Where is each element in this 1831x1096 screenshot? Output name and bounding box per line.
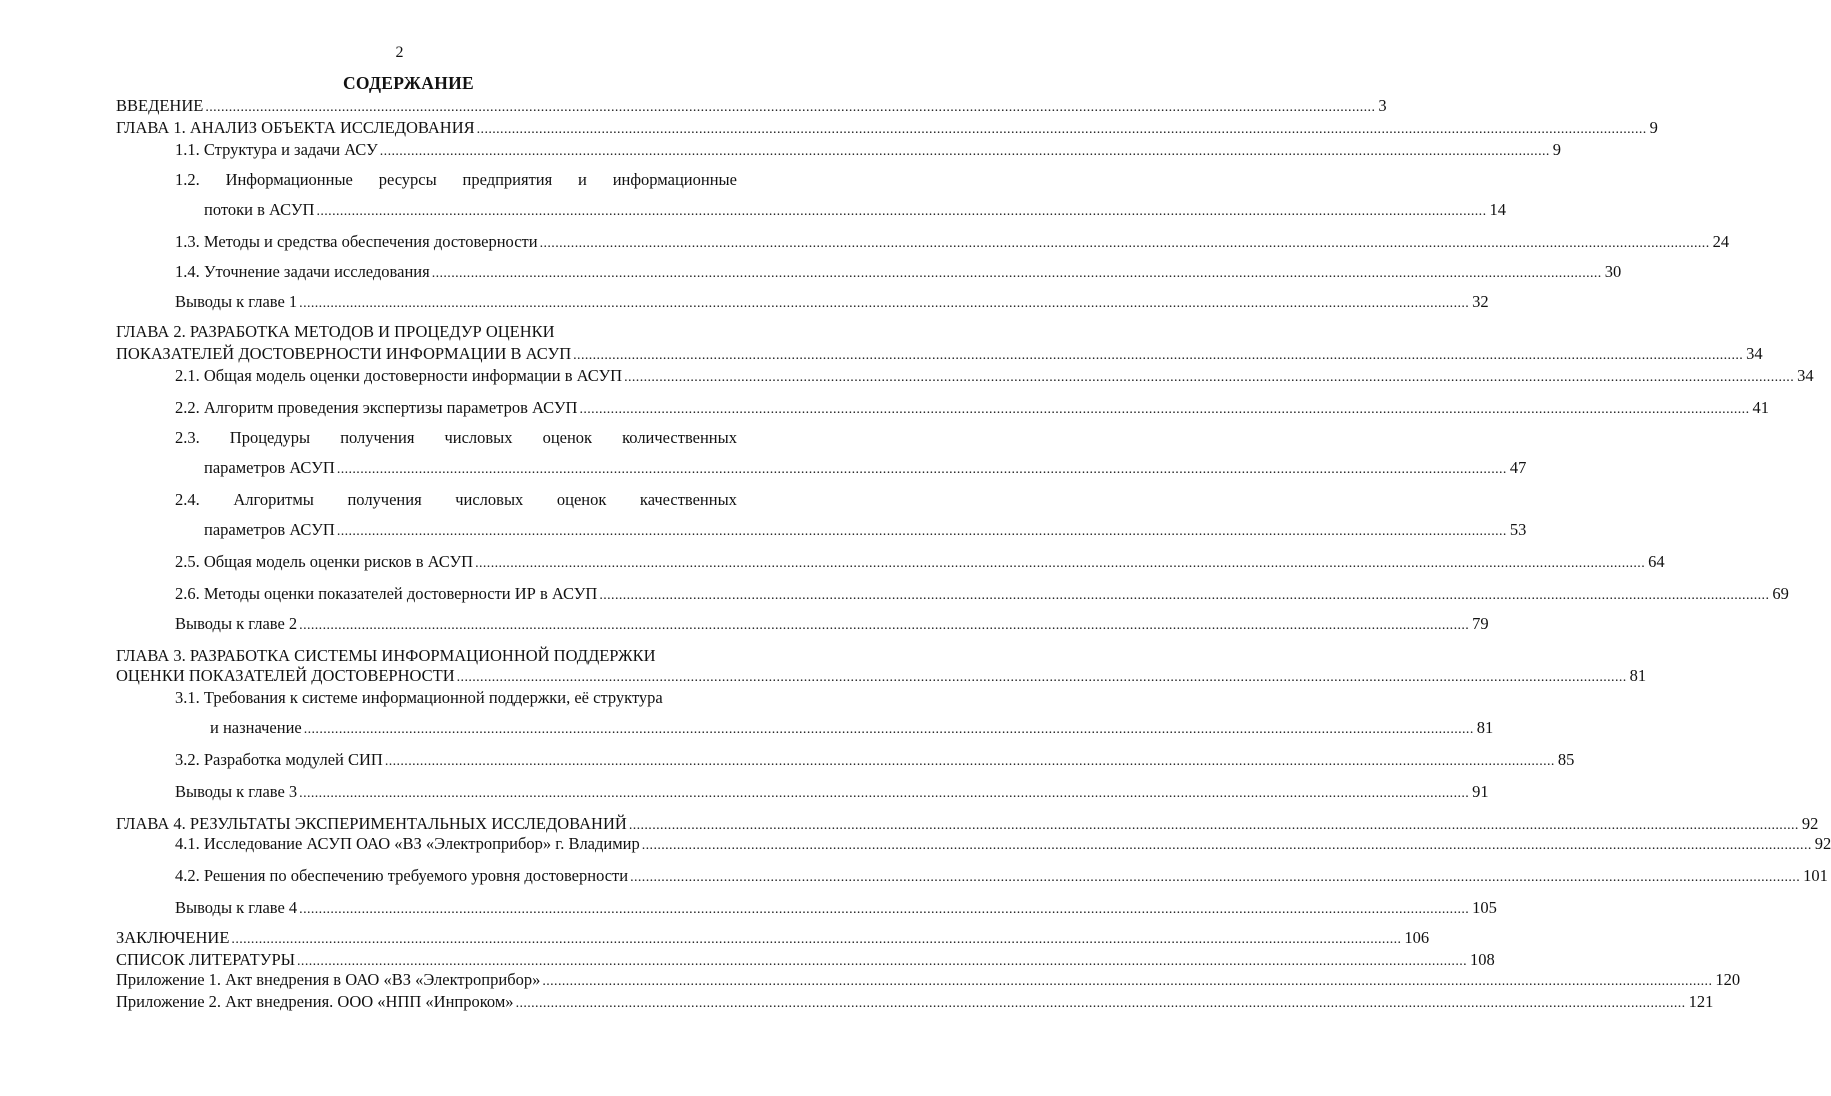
leader-dots: ............................................................................................................................................................................................................................................................................................................ (336, 524, 1507, 539)
toc-title: СОДЕРЖАНИЕ (342, 73, 474, 93)
toc-entry-page: 101 (1803, 866, 1828, 885)
toc-entry (175, 866, 1828, 888)
leader-dots: ............................................................................................................................................................................................................................................................................................................ (299, 902, 1470, 917)
toc-word: ресурсы (378, 170, 437, 189)
leader-dots: ............................................................................................................................................................................................................................................................................................................ (205, 100, 1376, 115)
leader-dots: ............................................................................................................................................................................................................................................................................................................ (599, 588, 1770, 603)
leader-dots: ............................................................................................................................................................................................................................................................................................................ (336, 462, 1507, 477)
toc-entry-page: 41 (1752, 398, 1769, 417)
toc-entry-page: 108 (1470, 950, 1495, 969)
leader-dots: ............................................................................................................................................................................................................................................................................................................ (628, 818, 1799, 833)
toc-entry-text: СПИСОК ЛИТЕРАТУРЫ (116, 950, 296, 969)
toc-entry-text: ПОКАЗАТЕЛЕЙ ДОСТОВЕРНОСТИ ИНФОРМАЦИИ В АСУП (116, 344, 572, 363)
toc-word: 2.3. (175, 428, 200, 447)
toc-entry-page: 53 (1509, 520, 1527, 539)
toc-entry-text: параметров АСУП (204, 458, 335, 477)
toc-word: оценок (542, 428, 593, 447)
toc-entry-text: 1.3. Методы и средства обеспечения достоверности (175, 232, 538, 251)
toc-entry-text: 1.4. Уточнение задачи исследования (175, 262, 430, 281)
toc-entry (204, 200, 1506, 222)
toc-entry-first-line: 3.1. Требования к системе информационной поддержки, её структура (175, 688, 663, 707)
toc-entry (175, 898, 1497, 920)
toc-entry (116, 928, 1430, 950)
leader-dots: ............................................................................................................................................................................................................................................................................................................ (476, 122, 1647, 137)
toc-entry (116, 666, 1647, 688)
toc-entry (116, 814, 1819, 836)
toc-entry (175, 398, 1769, 420)
toc-entry-text: ЗАКЛЮЧЕНИЕ (116, 928, 230, 947)
toc-entry-page: 69 (1772, 584, 1789, 603)
toc-entry (175, 366, 1814, 388)
toc-entry-first-line: ГЛАВА 3. РАЗРАБОТКА СИСТЕМЫ ИНФОРМАЦИОННОЙ ПОДДЕРЖКИ (116, 646, 656, 665)
toc-entry-page: 34 (1797, 366, 1814, 385)
toc-entry (116, 344, 1763, 366)
leader-dots: ............................................................................................................................................................................................................................................................................................................ (641, 838, 1812, 853)
toc-entry-first-line (175, 490, 737, 510)
leader-dots: ............................................................................................................................................................................................................................................................................................................ (379, 144, 1550, 159)
toc-entry-page: 24 (1712, 232, 1730, 251)
toc-word: качественных (639, 490, 737, 509)
toc-word: получения (340, 428, 415, 447)
page-number: 2 (395, 44, 404, 61)
toc-entry-text: 4.2. Решения по обеспечению требуемого уровня достоверности (175, 866, 629, 885)
leader-dots: ............................................................................................................................................................................................................................................................................................................ (630, 870, 1801, 885)
toc-entry-first-line (175, 428, 737, 448)
toc-word: 1.2. (175, 170, 200, 189)
toc-entry-page: 9 (1552, 140, 1562, 159)
toc-entry (175, 750, 1575, 772)
toc-entry (175, 834, 1831, 856)
toc-word: Информационные (225, 170, 353, 189)
toc-entry-text: ГЛАВА 4. РЕЗУЛЬТАТЫ ЭКСПЕРИМЕНТАЛЬНЫХ ИССЛЕДОВАНИЙ (116, 814, 627, 833)
toc-entry-text: Приложение 1. Акт внедрения в ОАО «ВЗ «Электроприбор» (116, 970, 541, 989)
toc-entry-text: 2.1. Общая модель оценки достоверности информации в АСУП (175, 366, 623, 385)
toc-entry (175, 232, 1730, 254)
toc-entry-text: Выводы к главе 1 (175, 292, 298, 311)
toc-word: Алгоритмы (233, 490, 314, 509)
leader-dots: ............................................................................................................................................................................................................................................................................................................ (456, 670, 1627, 685)
toc-word: предприятия (462, 170, 553, 189)
toc-word: получения (347, 490, 422, 509)
leader-dots: ............................................................................................................................................................................................................................................................................................................ (542, 974, 1713, 989)
toc-entry (175, 782, 1489, 804)
toc-entry-text: 3.2. Разработка модулей СИП (175, 750, 383, 769)
toc-entry-text: ВВЕДЕНИЕ (116, 96, 204, 115)
toc-entry-page: 85 (1557, 750, 1575, 769)
leader-dots: ............................................................................................................................................................................................................................................................................................................ (384, 754, 1555, 769)
leader-dots: ............................................................................................................................................................................................................................................................................................................ (475, 556, 1646, 571)
leader-dots: ............................................................................................................................................................................................................................................................................................................ (303, 722, 1474, 737)
toc-entry-text: Выводы к главе 3 (175, 782, 298, 801)
toc-entry-page: 34 (1746, 344, 1763, 363)
toc-entry-page: 92 (1814, 834, 1831, 853)
toc-entry-page: 120 (1715, 970, 1741, 989)
toc-entry (210, 718, 1494, 740)
toc-entry (175, 584, 1789, 606)
toc-entry-text: ОЦЕНКИ ПОКАЗАТЕЛЕЙ ДОСТОВЕРНОСТИ (116, 666, 455, 685)
toc-word: оценок (556, 490, 607, 509)
toc-entry (116, 118, 1658, 140)
toc-entry-page: 47 (1509, 458, 1527, 477)
toc-entry (204, 458, 1527, 480)
toc-word: Процедуры (229, 428, 311, 447)
leader-dots: ............................................................................................................................................................................................................................................................................................................ (299, 786, 1470, 801)
toc-entry-text: 2.2. Алгоритм проведения экспертизы параметров АСУП (175, 398, 578, 417)
leader-dots: ............................................................................................................................................................................................................................................................................................................ (299, 618, 1470, 633)
toc-entry-page: 3 (1378, 96, 1387, 115)
toc-entry-text: 4.1. Исследование АСУП ОАО «ВЗ «Электроприбор» г. Владимир (175, 834, 640, 853)
leader-dots: ............................................................................................................................................................................................................................................................................................................ (515, 996, 1686, 1011)
toc-entry (116, 950, 1495, 972)
toc-entry (175, 552, 1665, 574)
toc-entry-text: и назначение (210, 718, 302, 737)
leader-dots: ............................................................................................................................................................................................................................................................................................................ (579, 402, 1750, 417)
toc-word: 2.4. (175, 490, 200, 509)
toc-entry (116, 992, 1714, 1014)
toc-entry-first-line: ГЛАВА 2. РАЗРАБОТКА МЕТОДОВ И ПРОЦЕДУР ОЦЕНКИ (116, 322, 555, 341)
toc-entry-page: 121 (1688, 992, 1714, 1011)
toc-entry-text: Приложение 2. Акт внедрения. ООО «НПП «Инпроком» (116, 992, 514, 1011)
toc-word: числовых (455, 490, 524, 509)
toc-entry-page: 81 (1629, 666, 1647, 685)
toc-entry-text: параметров АСУП (204, 520, 335, 539)
toc-entry-text: Выводы к главе 2 (175, 614, 298, 633)
leader-dots: ............................................................................................................................................................................................................................................................................................................ (297, 954, 1468, 969)
toc-word: количественных (622, 428, 737, 447)
leader-dots: ............................................................................................................................................................................................................................................................................................................ (573, 348, 1744, 363)
toc-entry-text: ГЛАВА 1. АНАЛИЗ ОБЪЕКТА ИССЛЕДОВАНИЯ (116, 118, 475, 137)
leader-dots: ............................................................................................................................................................................................................................................................................................................ (316, 204, 1487, 219)
leader-dots: ............................................................................................................................................................................................................................................................................................................ (539, 236, 1710, 251)
toc-entry-text: Выводы к главе 4 (175, 898, 298, 917)
toc-entry-text: 2.6. Методы оценки показателей достоверности ИР в АСУП (175, 584, 598, 603)
leader-dots: ............................................................................................................................................................................................................................................................................................................ (299, 296, 1470, 311)
toc-entry-page: 64 (1648, 552, 1665, 571)
toc-entry (175, 262, 1622, 284)
toc-entry-page: 79 (1472, 614, 1489, 633)
toc-entry (175, 140, 1562, 162)
toc-entry-page: 9 (1649, 118, 1658, 137)
toc-entry-page: 91 (1472, 782, 1489, 801)
toc-word: информационные (612, 170, 737, 189)
toc-entry-page: 105 (1472, 898, 1497, 917)
toc-entry-page: 92 (1801, 814, 1819, 833)
leader-dots: ............................................................................................................................................................................................................................................................................................................ (624, 370, 1795, 385)
toc-word: и (578, 170, 587, 189)
toc-entry-page: 14 (1489, 200, 1506, 219)
toc-entry (175, 614, 1489, 636)
toc-entry (116, 970, 1741, 992)
toc-entry-text: 1.1. Структура и задачи АСУ (175, 140, 378, 159)
toc-entry (116, 96, 1387, 118)
toc-entry (175, 292, 1489, 314)
toc-entry-text: 2.5. Общая модель оценки рисков в АСУП (175, 552, 474, 571)
toc-entry-first-line (175, 170, 737, 190)
toc-entry-text: потоки в АСУП (204, 200, 315, 219)
leader-dots: ............................................................................................................................................................................................................................................................................................................ (231, 932, 1402, 947)
toc-entry (204, 520, 1527, 542)
toc-entry-page: 106 (1404, 928, 1430, 947)
toc-word: числовых (444, 428, 513, 447)
leader-dots: ............................................................................................................................................................................................................................................................................................................ (431, 266, 1602, 281)
toc-entry-page: 81 (1476, 718, 1494, 737)
toc-entry-page: 30 (1604, 262, 1622, 281)
toc-entry-page: 32 (1472, 292, 1489, 311)
